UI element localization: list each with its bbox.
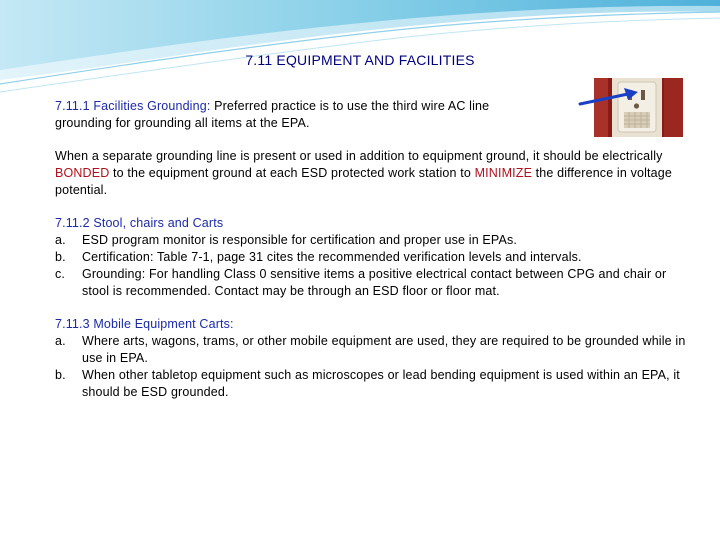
list-item: a. ESD program monitor is responsible for certification and proper use in EPAs. [55,233,517,247]
facilities-grounding-line2: grounding for grounding all items at the EPA. [55,116,310,130]
bonded-emphasis: BONDED [55,166,110,180]
slide-body [55,98,695,401]
list-item: b. Certification: Table 7-1, page 31 cites the recommended verification levels and intervals. [55,250,582,264]
separate-grounding-paragraph: When a separate grounding line is present or used in addition to equipment ground, it should be electrically BONDED to the equipment ground at each ESD protected work station to MINIMIZE the difference in voltage potential. [55,149,672,197]
list-item: b. When other tabletop equipment such as microscopes or lead bending equipment is used within an EPA, it should be ESD grounded. [55,368,680,399]
list-item: c. Grounding: For handling Class 0 sensitive items a positive electrical contact between CPG and chair or stool is recommended. Contact may be through an ESD floor or floor mat. [55,267,667,298]
section-heading-facilities-grounding: 7.11.1 Facilities Grounding: [55,99,211,113]
slide-title: 7.11 EQUIPMENT AND FACILITIES [245,52,475,68]
section-heading-mobile-equipment-carts: 7.11.3 Mobile Equipment Carts: [55,317,234,331]
section-heading-stool-chairs-carts: 7.11.2 Stool, chairs and Carts [55,216,224,230]
minimize-emphasis: MINIMIZE [474,166,533,180]
facilities-grounding-line1: 7.11.1 Facilities Grounding: Preferred practice is to use the third wire AC line [55,99,490,113]
list-item: a. Where arts, wagons, trams, or other mobile equipment are used, they are required to be grounded while in use in EPA. [55,334,686,365]
